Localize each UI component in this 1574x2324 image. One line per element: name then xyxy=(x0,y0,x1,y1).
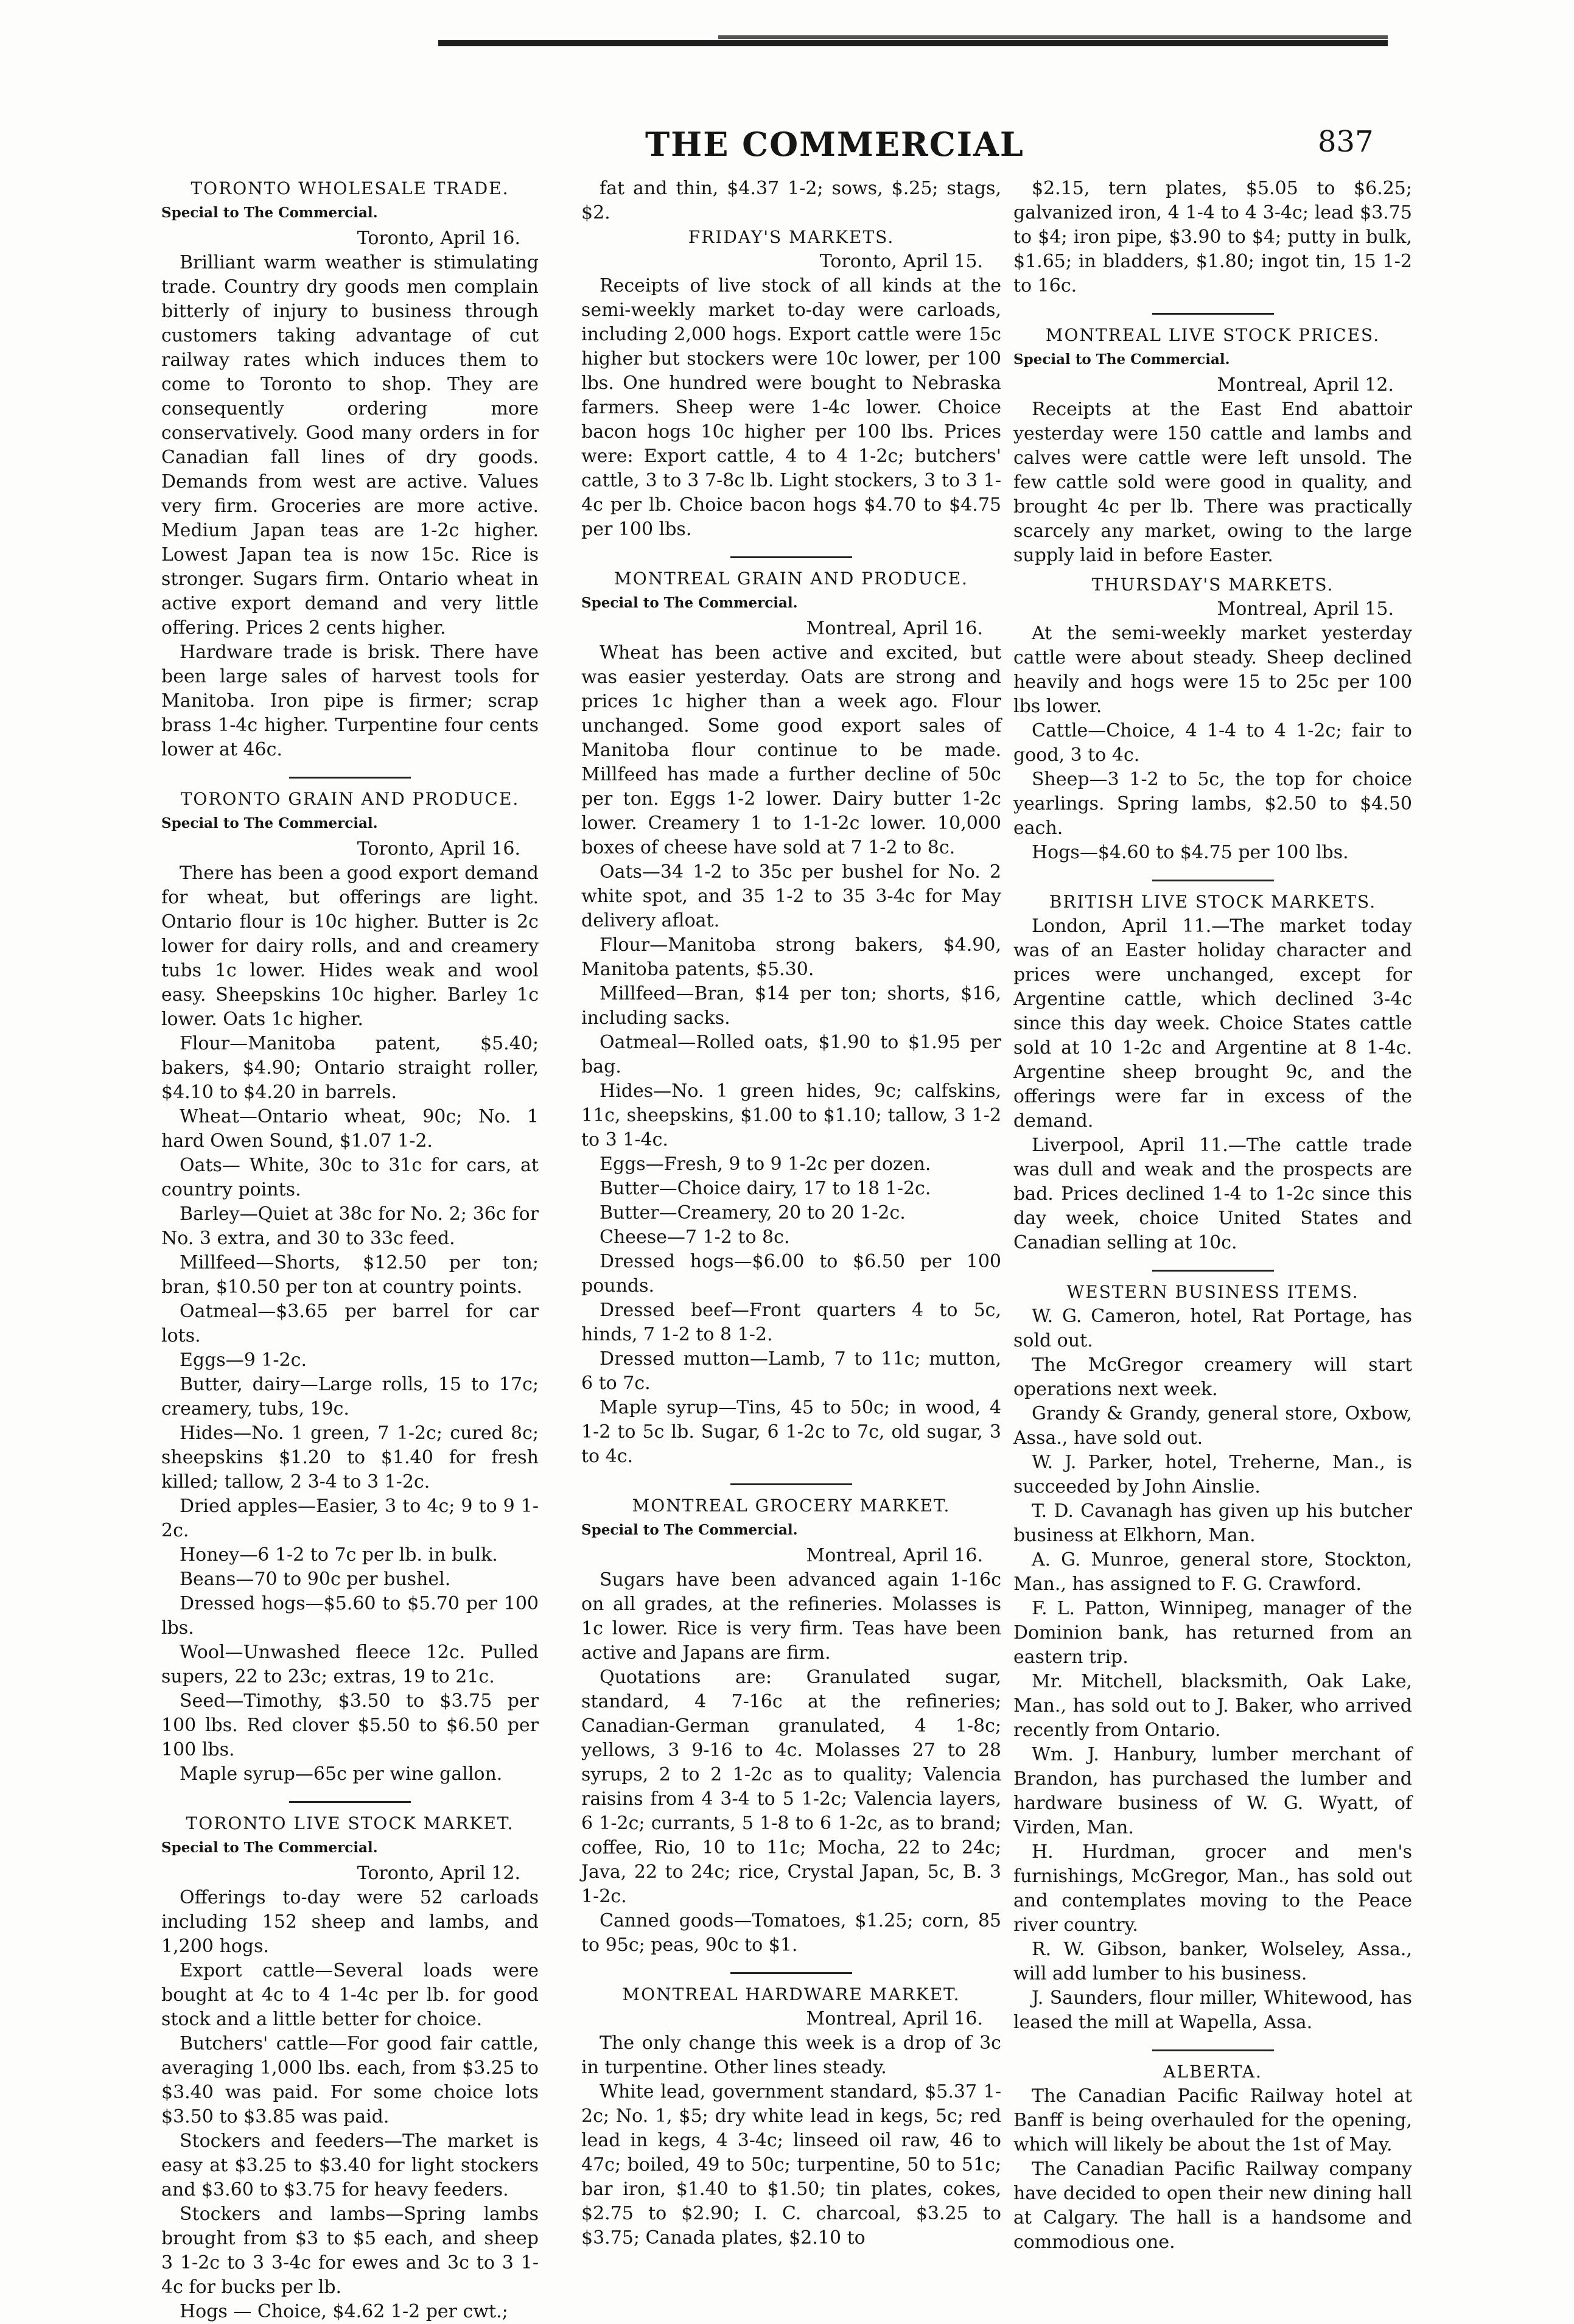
article-heading: ALBERTA. xyxy=(1163,2062,1262,2082)
paragraph: Beans—70 to 90c per bushel. xyxy=(180,1569,451,1590)
paragraph: The Canadian Pacific Railway hotel at Banff is being overhauled for the opening, which will likely be about the 1st of May. xyxy=(1013,2085,1412,2155)
paragraph: Hides—No. 1 green hides, 9c; calfskins, 11c, sheepskins, $1.00 to $1.10; tallow, 3 1-2 to 3 1-4c. xyxy=(581,1080,1001,1150)
section-divider xyxy=(1152,1270,1274,1272)
special-line: Special to The Commercial. xyxy=(1013,351,1230,368)
special-line: Special to The Commercial. xyxy=(581,595,798,611)
section-divider xyxy=(730,1972,852,1974)
paragraph: Oatmeal—Rolled oats, $1.90 to $1.95 per bag. xyxy=(581,1032,1001,1077)
section-divider xyxy=(1152,880,1274,881)
article-heading: THURSDAY'S MARKETS. xyxy=(1091,575,1334,595)
special-line: Special to The Commercial. xyxy=(581,1522,798,1538)
paragraph: T. D. Cavanagh has given up his butcher business at Elkhorn, Man. xyxy=(1013,1500,1412,1546)
paragraph: Hogs — Choice, $4.62 1-2 per cwt.; xyxy=(180,2301,508,2322)
paragraph: Maple syrup—65c per wine gallon. xyxy=(180,1763,503,1785)
article-heading: TORONTO WHOLESALE TRADE. xyxy=(191,178,509,198)
dateline: Montreal, April 16. xyxy=(806,2008,983,2029)
article-heading: MONTREAL GRAIN AND PRODUCE. xyxy=(614,569,968,589)
section-divider xyxy=(1152,2049,1274,2051)
paragraph: Butter—Creamery, 20 to 20 1-2c. xyxy=(600,1202,906,1223)
dateline: Toronto, April 15. xyxy=(819,251,983,272)
paragraph: Liverpool, April 11.—The cattle trade was dull and weak and the prospects are bad. Prices declined 1-4 to 1-2c since this day week, choice United States and Canadian selling at 10c. xyxy=(1013,1135,1412,1253)
dateline: Toronto, April 16. xyxy=(357,228,520,249)
paragraph: The Canadian Pacific Railway company have decided to open their new dining hall at Calgary. The hall is a handsome and commodious one. xyxy=(1013,2158,1412,2253)
paragraph: Dried apples—Easier, 3 to 4c; 9 to 9 1-2c. xyxy=(161,1496,539,1541)
paragraph: W. J. Parker, hotel, Treherne, Man., is succeeded by John Ainslie. xyxy=(1013,1452,1412,1497)
paragraph: Mr. Mitchell, blacksmith, Oak Lake, Man., has sold out to J. Baker, who arrived recently from Ontario. xyxy=(1013,1671,1412,1741)
section-divider xyxy=(289,1801,411,1803)
paragraph: Butter—Choice dairy, 17 to 18 1-2c. xyxy=(600,1178,931,1199)
paragraph: Canned goods—Tomatoes, $1.25; corn, 85 to 95c; peas, 90c to $1. xyxy=(581,1910,1001,1956)
paragraph: Stockers and lambs—Spring lambs brought from $3 to $5 each, and sheep 3 1-2c to 3 3-4c for ewes and 3c to 3 1-4c for bucks per lb. xyxy=(161,2203,539,2298)
paragraph: There has been a good export demand for wheat, but offerings are light. Ontario flour is 10c higher. Butter is 2c lower for dairy rolls, and and creamery tubs 1c lower. Hides weak and wool easy. Sheepskins 10c higher. Barley 1c lower. Oats 1c higher. xyxy=(161,863,539,1030)
paragraph: Flour—Manitoba patent, $5.40; bakers, $4.90; Ontario straight roller, $4.10 to $4.20 in barrels. xyxy=(161,1033,539,1103)
paragraph: The only change this week is a drop of 3c in turpentine. Other lines steady. xyxy=(581,2032,1001,2078)
article-heading: FRIDAY'S MARKETS. xyxy=(688,227,895,247)
paragraph: Flour—Manitoba strong bakers, $4.90, Manitoba patents, $5.30. xyxy=(581,934,1001,980)
paragraph: Dressed hogs—$5.60 to $5.70 per 100 lbs. xyxy=(161,1593,539,1639)
article-heading: WESTERN BUSINESS ITEMS. xyxy=(1066,1282,1359,1302)
paragraph: Export cattle—Several loads were bought at 4c to 4 1-4c per lb. for good stock and a little better for choice. xyxy=(161,1960,539,2030)
paragraph: Wheat has been active and excited, but was easier yesterday. Oats are strong and prices 1c higher than a week ago. Flour unchanged. Some good export sales of Manitoba flour continue to be made. Millfeed has made a further decline of 50c per ton. Eggs 1-2 lower. Dairy butter 1-2c lower. Creamery 1 to 1-1-2c lower. 10,000 boxes of cheese have sold at 7 1-2 to 8c. xyxy=(581,642,1001,858)
dateline: Montreal, April 15. xyxy=(1217,598,1394,620)
paragraph: Brilliant warm weather is stimulating trade. Country dry goods men complain bitterly of injury to business through customers taking advantage of cut railway rates which induces them to come to Toronto to shop. They are consequently ordering more conservatively. Good many orders in for Canadian fall lines of dry goods. Demands from west are active. Values very firm. Groceries are more active. Medium Japan teas are 1-2c higher. Lowest Japan tea is now 15c. Rice is stronger. Sugars firm. Ontario wheat in active export demand and very little offering. Prices 2 cents higher. xyxy=(161,252,539,639)
paragraph: Honey—6 1-2 to 7c per lb. in bulk. xyxy=(180,1544,498,1566)
article-heading: TORONTO LIVE STOCK MARKET. xyxy=(186,1813,514,1833)
paragraph: Hides—No. 1 green, 7 1-2c; cured 8c; sheepskins $1.20 to $1.40 for fresh killed; tallow, 2 3-4 to 3 1-2c. xyxy=(161,1423,539,1493)
paragraph: Stockers and feeders—The market is easy at $3.25 to $3.40 for light stockers and $3.60 to $3.75 for heavy feeders. xyxy=(161,2130,539,2200)
column-1 xyxy=(161,177,539,2322)
special-line: Special to The Commercial. xyxy=(161,1839,378,1856)
paragraph: F. L. Patton, Winnipeg, manager of the Dominion bank, has returned from an eastern trip. xyxy=(1013,1598,1412,1668)
section-divider xyxy=(1152,313,1274,315)
paragraph: H. Hurdman, grocer and men's furnishings, McGregor, Man., has sold out and contemplates moving to the Peace river country. xyxy=(1013,1841,1412,1936)
paragraph: Offerings to-day were 52 carloads including 152 sheep and lambs, and 1,200 hogs. xyxy=(161,1887,539,1957)
dateline: Montreal, April 12. xyxy=(1217,374,1394,396)
paragraph: Dressed mutton—Lamb, 7 to 11c; mutton, 6 to 7c. xyxy=(581,1348,1001,1394)
paragraph: R. W. Gibson, banker, Wolseley, Assa., will add lumber to his business. xyxy=(1013,1939,1412,1984)
paragraph: Maple syrup—Tins, 45 to 50c; in wood, 4 1-2 to 5c lb. Sugar, 6 1-2c to 7c, old sugar, 3 to 4c. xyxy=(581,1397,1001,1467)
paragraph: Sugars have been advanced again 1-16c on all grades, at the refineries. Molasses is 1c lower. Rice is very firm. Teas have been active and Japans are firm. xyxy=(581,1569,1001,1664)
paragraph: The McGregor creamery will start operations next week. xyxy=(1013,1354,1412,1400)
section-divider xyxy=(730,1483,852,1485)
column-3 xyxy=(1013,177,1412,2253)
column-2 xyxy=(581,177,1001,2249)
paragraph: Wm. J. Hanbury, lumber merchant of Brandon, has purchased the lumber and hardware business of W. G. Wyatt, of Virden, Man. xyxy=(1013,1744,1412,1838)
special-line: Special to The Commercial. xyxy=(161,815,378,831)
paragraph: White lead, government standard, $5.37 1-2c; No. 1, $5; dry white lead in kegs, 5c; red lead in kegs, 4 3-4c; linseed oil raw, 46 to 47c; boiled, 49 to 50c; turpentine, 50 to 51c; bar iron, $1.40 to $1.50; tin plates, cokes, $2.75 to $2.90; I. C. charcoal, $3.25 to $3.75; Canada plates, $2.10 to xyxy=(581,2081,1001,2249)
paragraph: London, April 11.—The market today was of an Easter holiday character and prices were unchanged, except for Argentine cattle, which declined 3-4c since this day week. Choice States cattle sold at 10 1-2c and Argentine at 8 1-4c. Argentine sheep brought 9c, and the offerings were far in excess of the demand. xyxy=(1013,915,1412,1132)
dateline: Montreal, April 16. xyxy=(806,618,983,639)
dateline: Toronto, April 16. xyxy=(357,838,520,859)
paragraph: Millfeed—Shorts, $12.50 per ton; bran, $10.50 per ton at country points. xyxy=(161,1252,539,1298)
paragraph: W. G. Cameron, hotel, Rat Portage, has sold out. xyxy=(1013,1306,1412,1351)
paragraph: Oats— White, 30c to 31c for cars, at country points. xyxy=(161,1155,539,1200)
paragraph: Grandy & Grandy, general store, Oxbow, Assa., have sold out. xyxy=(1013,1403,1412,1449)
paragraph: Eggs—9 1-2c. xyxy=(180,1349,307,1371)
masthead-title: THE COMMERCIAL xyxy=(645,125,1024,164)
paragraph: $2.15, tern plates, $5.05 to $6.25; galvanized iron, 4 1-4 to 4 3-4c; lead $3.75 to $4; iron pipe, $3.90 to $4; putty in bulk, $1.65; in bladders, $1.80; ingot tin, 15 1-2 to 16c. xyxy=(1013,178,1412,296)
paragraph: At the semi-weekly market yesterday cattle were about steady. Sheep declined heavily and hogs were 15 to 25c per 100 lbs lower. xyxy=(1013,623,1412,717)
header-rule xyxy=(438,40,1388,46)
article-heading: BRITISH LIVE STOCK MARKETS. xyxy=(1049,892,1377,912)
paragraph: Wheat—Ontario wheat, 90c; No. 1 hard Owen Sound, $1.07 1-2. xyxy=(161,1106,539,1152)
article-heading: MONTREAL LIVE STOCK PRICES. xyxy=(1045,325,1380,345)
paragraph: Cattle—Choice, 4 1-4 to 4 1-2c; fair to good, 3 to 4c. xyxy=(1013,720,1412,766)
paragraph: Quotations are: Granulated sugar, standard, 4 7-16c at the refineries; Canadian-German granulated, 4 1-8c; yellows, 3 9-16 to 4c. Molasses 27 to 28 syrups, 2 to 2 1-2c as to quality; Valencia raisins from 4 3-4 to 5 1-2c; Valencia layers, 6 1-2c; currants, 5 1-8 to 6 1-2c, as to brand; coffee, Rio, 10 to 11c; Mocha, 22 to 24c; Java, 22 to 24c; rice, Crystal Japan, 5c, B. 3 1-2c. xyxy=(581,1667,1001,1907)
paragraph: Dressed hogs—$6.00 to $6.50 per 100 pounds. xyxy=(581,1251,1001,1297)
article-heading: MONTREAL GROCERY MARKET. xyxy=(632,1496,951,1516)
paragraph: Receipts at the East End abattoir yesterday were 150 cattle and lambs and calves were cattle were left unsold. The few cattle sold were good in quality, and brought 4c per lb. There was practically scarcely any market, owing to the large supply laid in before Easter. xyxy=(1013,399,1412,566)
paragraph: A. G. Munroe, general store, Stockton, Man., has assigned to F. G. Crawford. xyxy=(1013,1549,1412,1595)
paragraph: Oats—34 1-2 to 35c per bushel for No. 2 white spot, and 35 1-2 to 35 3-4c for May delivery afloat. xyxy=(581,861,1001,931)
paragraph: Millfeed—Bran, $14 per ton; shorts, $16, including sacks. xyxy=(581,983,1001,1029)
paragraph: Dressed beef—Front quarters 4 to 5c, hinds, 7 1-2 to 8 1-2. xyxy=(581,1300,1001,1345)
article-heading: MONTREAL HARDWARE MARKET. xyxy=(622,1984,960,2004)
paragraph: Oatmeal—$3.65 per barrel for car lots. xyxy=(161,1301,539,1346)
paragraph: Wool—Unwashed fleece 12c. Pulled supers, 22 to 23c; extras, 19 to 21c. xyxy=(161,1642,539,1687)
paragraph: Barley—Quiet at 38c for No. 2; 36c for No. 3 extra, and 30 to 33c feed. xyxy=(161,1203,539,1249)
paragraph: J. Saunders, flour miller, Whitewood, has leased the mill at Wapella, Assa. xyxy=(1013,1987,1412,2033)
section-divider xyxy=(730,556,852,558)
paragraph: Sheep—3 1-2 to 5c, the top for choice yearlings. Spring lambs, $2.50 to $4.50 each. xyxy=(1013,769,1412,839)
special-line: Special to The Commercial. xyxy=(161,205,378,221)
paragraph: Hogs—$4.60 to $4.75 per 100 lbs. xyxy=(1032,842,1349,863)
paragraph: Hardware trade is brisk. There have been large sales of harvest tools for Manitoba. Iron pipe is firmer; scrap brass 1-4c higher. Turpentine four cents lower at 46c. xyxy=(161,642,539,760)
paragraph: Receipts of live stock of all kinds at the semi-weekly market to-day were carloads, including 2,000 hogs. Export cattle were 15c higher but stockers were 10c lower, per 100 lbs. One hundred were bought to Nebraska farmers. Sheep were 1-4c lower. Choice bacon hogs 10c higher per 100 lbs. Prices were: Export cattle, 4 to 4 1-2c; butchers' cattle, 3 to 3 7-8c lb. Light stockers, 3 to 3 1-4c per lb. Choice bacon hogs $4.70 to $4.75 per 100 lbs. xyxy=(581,275,1001,540)
header-rule-shadow xyxy=(718,35,1388,39)
dateline: Montreal, April 16. xyxy=(806,1545,983,1566)
article-heading: TORONTO GRAIN AND PRODUCE. xyxy=(180,789,520,809)
page-number: 837 xyxy=(1318,125,1374,159)
paragraph: Eggs—Fresh, 9 to 9 1-2c per dozen. xyxy=(600,1153,931,1175)
dateline: Toronto, April 12. xyxy=(357,1863,520,1884)
paragraph: fat and thin, $4.37 1-2; sows, $.25; stags, $2. xyxy=(581,178,1001,223)
paragraph: Butchers' cattle—For good fair cattle, averaging 1,000 lbs. each, from $3.25 to $3.40 was paid. For some choice lots $3.50 to $3.85 was paid. xyxy=(161,2033,539,2127)
paragraph: Cheese—7 1-2 to 8c. xyxy=(600,1227,790,1248)
paragraph: Seed—Timothy, $3.50 to $3.75 per 100 lbs. Red clover $5.50 to $6.50 per 100 lbs. xyxy=(161,1690,539,1760)
section-divider xyxy=(289,777,411,779)
paragraph: Butter, dairy—Large rolls, 15 to 17c; creamery, tubs, 19c. xyxy=(161,1374,539,1419)
